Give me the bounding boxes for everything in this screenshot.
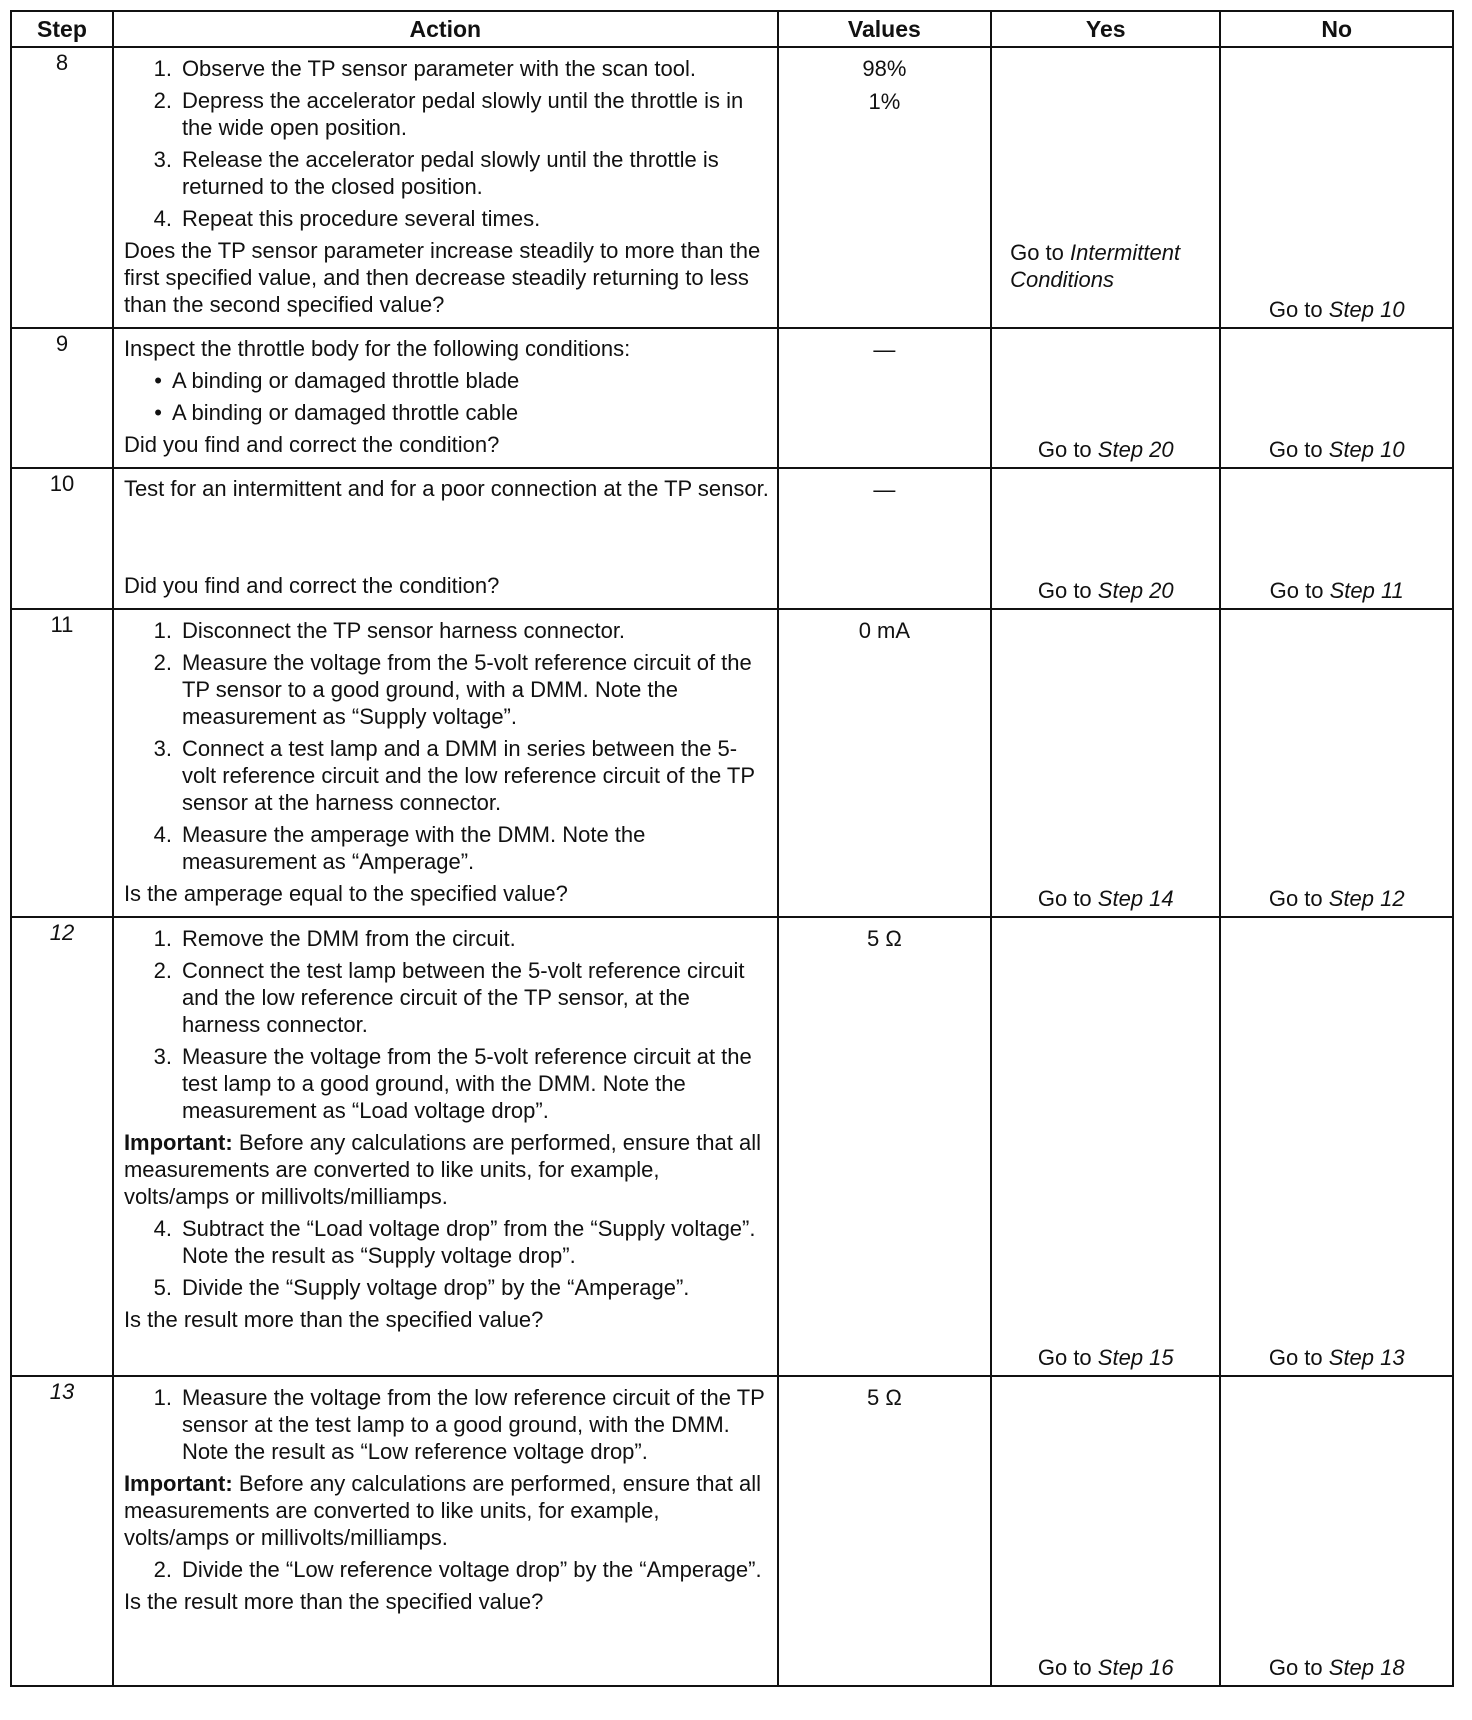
action-cell bbox=[113, 47, 778, 328]
list-item bbox=[124, 1556, 771, 1583]
bullet-text: A binding or damaged throttle blade bbox=[171, 368, 520, 393]
question-text: Did you find and correct the condition? bbox=[123, 432, 500, 457]
goto-prefix: Go to bbox=[1037, 886, 1092, 911]
goto-prefix: Go to bbox=[1268, 437, 1323, 462]
list-item bbox=[124, 205, 771, 232]
bullet-item bbox=[124, 399, 771, 426]
yes-cell bbox=[991, 1376, 1220, 1686]
value-text: — bbox=[873, 477, 896, 502]
step-number: 9 bbox=[11, 328, 113, 468]
list-item bbox=[124, 649, 771, 730]
important-text: Before any calculations are performed, ensure that all measurements are converted to like units, for example, volts/amps or millivolts/milliamps. bbox=[123, 1130, 762, 1209]
values-cell bbox=[778, 328, 991, 468]
item-text: Measure the voltage from the 5-volt reference circuit of the TP sensor to a good ground, with a DMM. Note the measurement as “Supply voltage”. bbox=[181, 650, 752, 729]
item-text: Disconnect the TP sensor harness connector. bbox=[181, 618, 626, 643]
list-item bbox=[124, 925, 771, 952]
diagnostic-table bbox=[10, 10, 1454, 1687]
goto-target: Step 13 bbox=[1328, 1345, 1405, 1370]
question-text: Is the amperage equal to the specified value? bbox=[123, 881, 568, 906]
table-row-step-13 bbox=[11, 1376, 1453, 1686]
no-cell bbox=[1220, 1376, 1453, 1686]
list-item bbox=[124, 735, 771, 816]
item-number: 2. bbox=[153, 958, 172, 983]
item-number: 4. bbox=[153, 822, 172, 847]
item-text: Repeat this procedure several times. bbox=[181, 206, 541, 231]
value-text: 5 Ω bbox=[866, 1385, 902, 1410]
question-text: Did you find and correct the condition? bbox=[123, 573, 500, 598]
value-text: 98% bbox=[862, 56, 907, 81]
no-cell bbox=[1220, 917, 1453, 1376]
no-cell bbox=[1220, 609, 1453, 917]
item-number: 1. bbox=[153, 926, 172, 951]
yes-cell bbox=[991, 468, 1220, 609]
goto-yes[interactable] bbox=[992, 1654, 1219, 1681]
goto-target: Step 15 bbox=[1097, 1345, 1174, 1370]
goto-yes[interactable] bbox=[992, 436, 1219, 463]
goto-target: Step 14 bbox=[1097, 886, 1174, 911]
item-text: Remove the DMM from the circuit. bbox=[181, 926, 516, 951]
value-text: — bbox=[873, 337, 896, 362]
goto-prefix: Go to bbox=[1037, 1345, 1092, 1370]
list-item bbox=[124, 55, 771, 82]
item-text: Measure the voltage from the 5-volt reference circuit at the test lamp to a good ground, with the DMM. Note the measurement as “Load voltage drop”. bbox=[181, 1044, 752, 1123]
item-number: 3. bbox=[153, 1044, 172, 1069]
step-number: 12 bbox=[11, 917, 113, 1376]
intro-text: Inspect the throttle body for the following conditions: bbox=[123, 336, 631, 361]
goto-target: Step 18 bbox=[1328, 1655, 1405, 1680]
important-text: Before any calculations are performed, ensure that all measurements are converted to like units, for example, volts/amps or millivolts/milliamps. bbox=[123, 1471, 762, 1550]
no-cell bbox=[1220, 328, 1453, 468]
item-text: Divide the “Supply voltage drop” by the “Amperage”. bbox=[181, 1275, 690, 1300]
list-item bbox=[124, 1384, 771, 1465]
table-row-step-11 bbox=[11, 609, 1453, 917]
goto-target: Step 20 bbox=[1097, 437, 1174, 462]
item-number: 2. bbox=[153, 650, 172, 675]
value-text: 1% bbox=[868, 89, 901, 114]
goto-no[interactable] bbox=[1221, 1344, 1452, 1371]
list-item bbox=[124, 957, 771, 1038]
values-cell bbox=[778, 609, 991, 917]
goto-no[interactable] bbox=[1221, 1654, 1452, 1681]
goto-no[interactable] bbox=[1221, 577, 1452, 604]
header-values: Values bbox=[778, 11, 991, 47]
goto-prefix: Go to bbox=[1037, 437, 1092, 462]
item-number: 1. bbox=[153, 56, 172, 81]
yes-cell bbox=[991, 328, 1220, 468]
bullet-icon: • bbox=[154, 368, 162, 393]
action-cell bbox=[113, 1376, 778, 1686]
important-label: Important: bbox=[123, 1471, 233, 1496]
values-cell bbox=[778, 47, 991, 328]
item-number: 3. bbox=[153, 736, 172, 761]
item-number: 4. bbox=[153, 206, 172, 231]
list-item bbox=[124, 821, 771, 875]
goto-target: Step 12 bbox=[1328, 886, 1405, 911]
item-text: Release the accelerator pedal slowly until the throttle is returned to the closed position. bbox=[181, 147, 719, 199]
yes-cell bbox=[991, 47, 1220, 328]
table-row-step-9 bbox=[11, 328, 1453, 468]
yes-cell bbox=[991, 609, 1220, 917]
goto-prefix: Go to bbox=[1037, 578, 1092, 603]
value-text: 5 Ω bbox=[866, 926, 902, 951]
list-item bbox=[124, 146, 771, 200]
goto-prefix: Go to bbox=[1268, 886, 1323, 911]
list-item bbox=[124, 1274, 771, 1301]
value-text: 0 mA bbox=[858, 618, 911, 643]
goto-no[interactable] bbox=[1221, 296, 1452, 323]
goto-target: Step 10 bbox=[1328, 437, 1405, 462]
item-number: 3. bbox=[153, 147, 172, 172]
list-item bbox=[124, 1043, 771, 1124]
item-text: Measure the voltage from the low reference circuit of the TP sensor at the test lamp to a good ground, with the DMM. Note the result as “Low reference voltage drop”. bbox=[181, 1385, 765, 1464]
goto-prefix: Go to bbox=[1268, 1655, 1323, 1680]
important-note bbox=[124, 1470, 771, 1551]
no-cell bbox=[1220, 468, 1453, 609]
bullet-item bbox=[124, 367, 771, 394]
goto-target: Step 10 bbox=[1328, 297, 1405, 322]
header-yes: Yes bbox=[991, 11, 1220, 47]
values-cell bbox=[778, 1376, 991, 1686]
bullet-icon: • bbox=[154, 400, 162, 425]
table-row-step-8 bbox=[11, 47, 1453, 328]
goto-yes[interactable] bbox=[992, 577, 1219, 604]
goto-prefix: Go to bbox=[1269, 578, 1324, 603]
item-text: Connect a test lamp and a DMM in series between the 5-volt reference circuit and the low reference circuit of the TP sensor at the harness connector. bbox=[181, 736, 755, 815]
step-number: 13 bbox=[11, 1376, 113, 1686]
item-number: 1. bbox=[153, 1385, 172, 1410]
item-number: 5. bbox=[153, 1275, 172, 1300]
item-number: 2. bbox=[153, 88, 172, 113]
step-number: 8 bbox=[11, 47, 113, 328]
goto-target: Step 20 bbox=[1097, 578, 1174, 603]
item-number: 2. bbox=[153, 1557, 172, 1582]
goto-no[interactable] bbox=[1221, 436, 1452, 463]
goto-yes[interactable] bbox=[992, 1344, 1219, 1371]
question-text: Is the result more than the specified value? bbox=[123, 1307, 544, 1332]
goto-yes[interactable] bbox=[1010, 239, 1217, 293]
no-cell bbox=[1220, 47, 1453, 328]
important-label: Important: bbox=[123, 1130, 233, 1155]
list-item bbox=[124, 87, 771, 141]
step-number: 11 bbox=[11, 609, 113, 917]
list-item bbox=[124, 1215, 771, 1269]
list-item bbox=[124, 617, 771, 644]
table-row-step-10 bbox=[11, 468, 1453, 609]
header-action: Action bbox=[113, 11, 778, 47]
header-step: Step bbox=[11, 11, 113, 47]
item-text: Depress the accelerator pedal slowly until the throttle is in the wide open position. bbox=[181, 88, 744, 140]
item-text: Subtract the “Load voltage drop” from the “Supply voltage”. Note the result as “Supply voltage drop”. bbox=[181, 1216, 756, 1268]
header-no: No bbox=[1220, 11, 1453, 47]
goto-target: Intermittent Conditions bbox=[1010, 240, 1181, 292]
intro-text: Test for an intermittent and for a poor connection at the TP sensor. bbox=[123, 476, 769, 501]
bullet-text: A binding or damaged throttle cable bbox=[171, 400, 519, 425]
question-text: Is the result more than the specified value? bbox=[123, 1589, 544, 1614]
goto-no[interactable] bbox=[1221, 885, 1452, 912]
goto-prefix: Go to bbox=[1037, 1655, 1092, 1680]
item-number: 1. bbox=[153, 618, 172, 643]
header-row bbox=[11, 11, 1453, 47]
action-cell bbox=[113, 917, 778, 1376]
action-cell bbox=[113, 328, 778, 468]
item-number: 4. bbox=[153, 1216, 172, 1241]
item-text: Measure the amperage with the DMM. Note the measurement as “Amperage”. bbox=[181, 822, 646, 874]
item-text: Divide the “Low reference voltage drop” by the “Amperage”. bbox=[181, 1557, 762, 1582]
question-text: Does the TP sensor parameter increase steadily to more than the first specified value, and then decrease steadily returning to less than the second specified value? bbox=[123, 238, 761, 317]
step-number: 10 bbox=[11, 468, 113, 609]
values-cell bbox=[778, 917, 991, 1376]
goto-target: Step 16 bbox=[1097, 1655, 1174, 1680]
goto-prefix: Go to bbox=[1268, 1345, 1323, 1370]
item-text: Observe the TP sensor parameter with the scan tool. bbox=[181, 56, 696, 81]
important-note bbox=[124, 1129, 771, 1210]
item-text: Connect the test lamp between the 5-volt reference circuit and the low reference circuit of the TP sensor, at the harness connector. bbox=[181, 958, 745, 1037]
table-row-step-12 bbox=[11, 917, 1453, 1376]
goto-target: Step 11 bbox=[1329, 578, 1404, 603]
action-cell bbox=[113, 609, 778, 917]
yes-cell bbox=[991, 917, 1220, 1376]
goto-prefix: Go to bbox=[1268, 297, 1323, 322]
goto-yes[interactable] bbox=[992, 885, 1219, 912]
action-cell bbox=[113, 468, 778, 609]
values-cell bbox=[778, 468, 991, 609]
goto-prefix: Go to bbox=[1010, 240, 1064, 265]
